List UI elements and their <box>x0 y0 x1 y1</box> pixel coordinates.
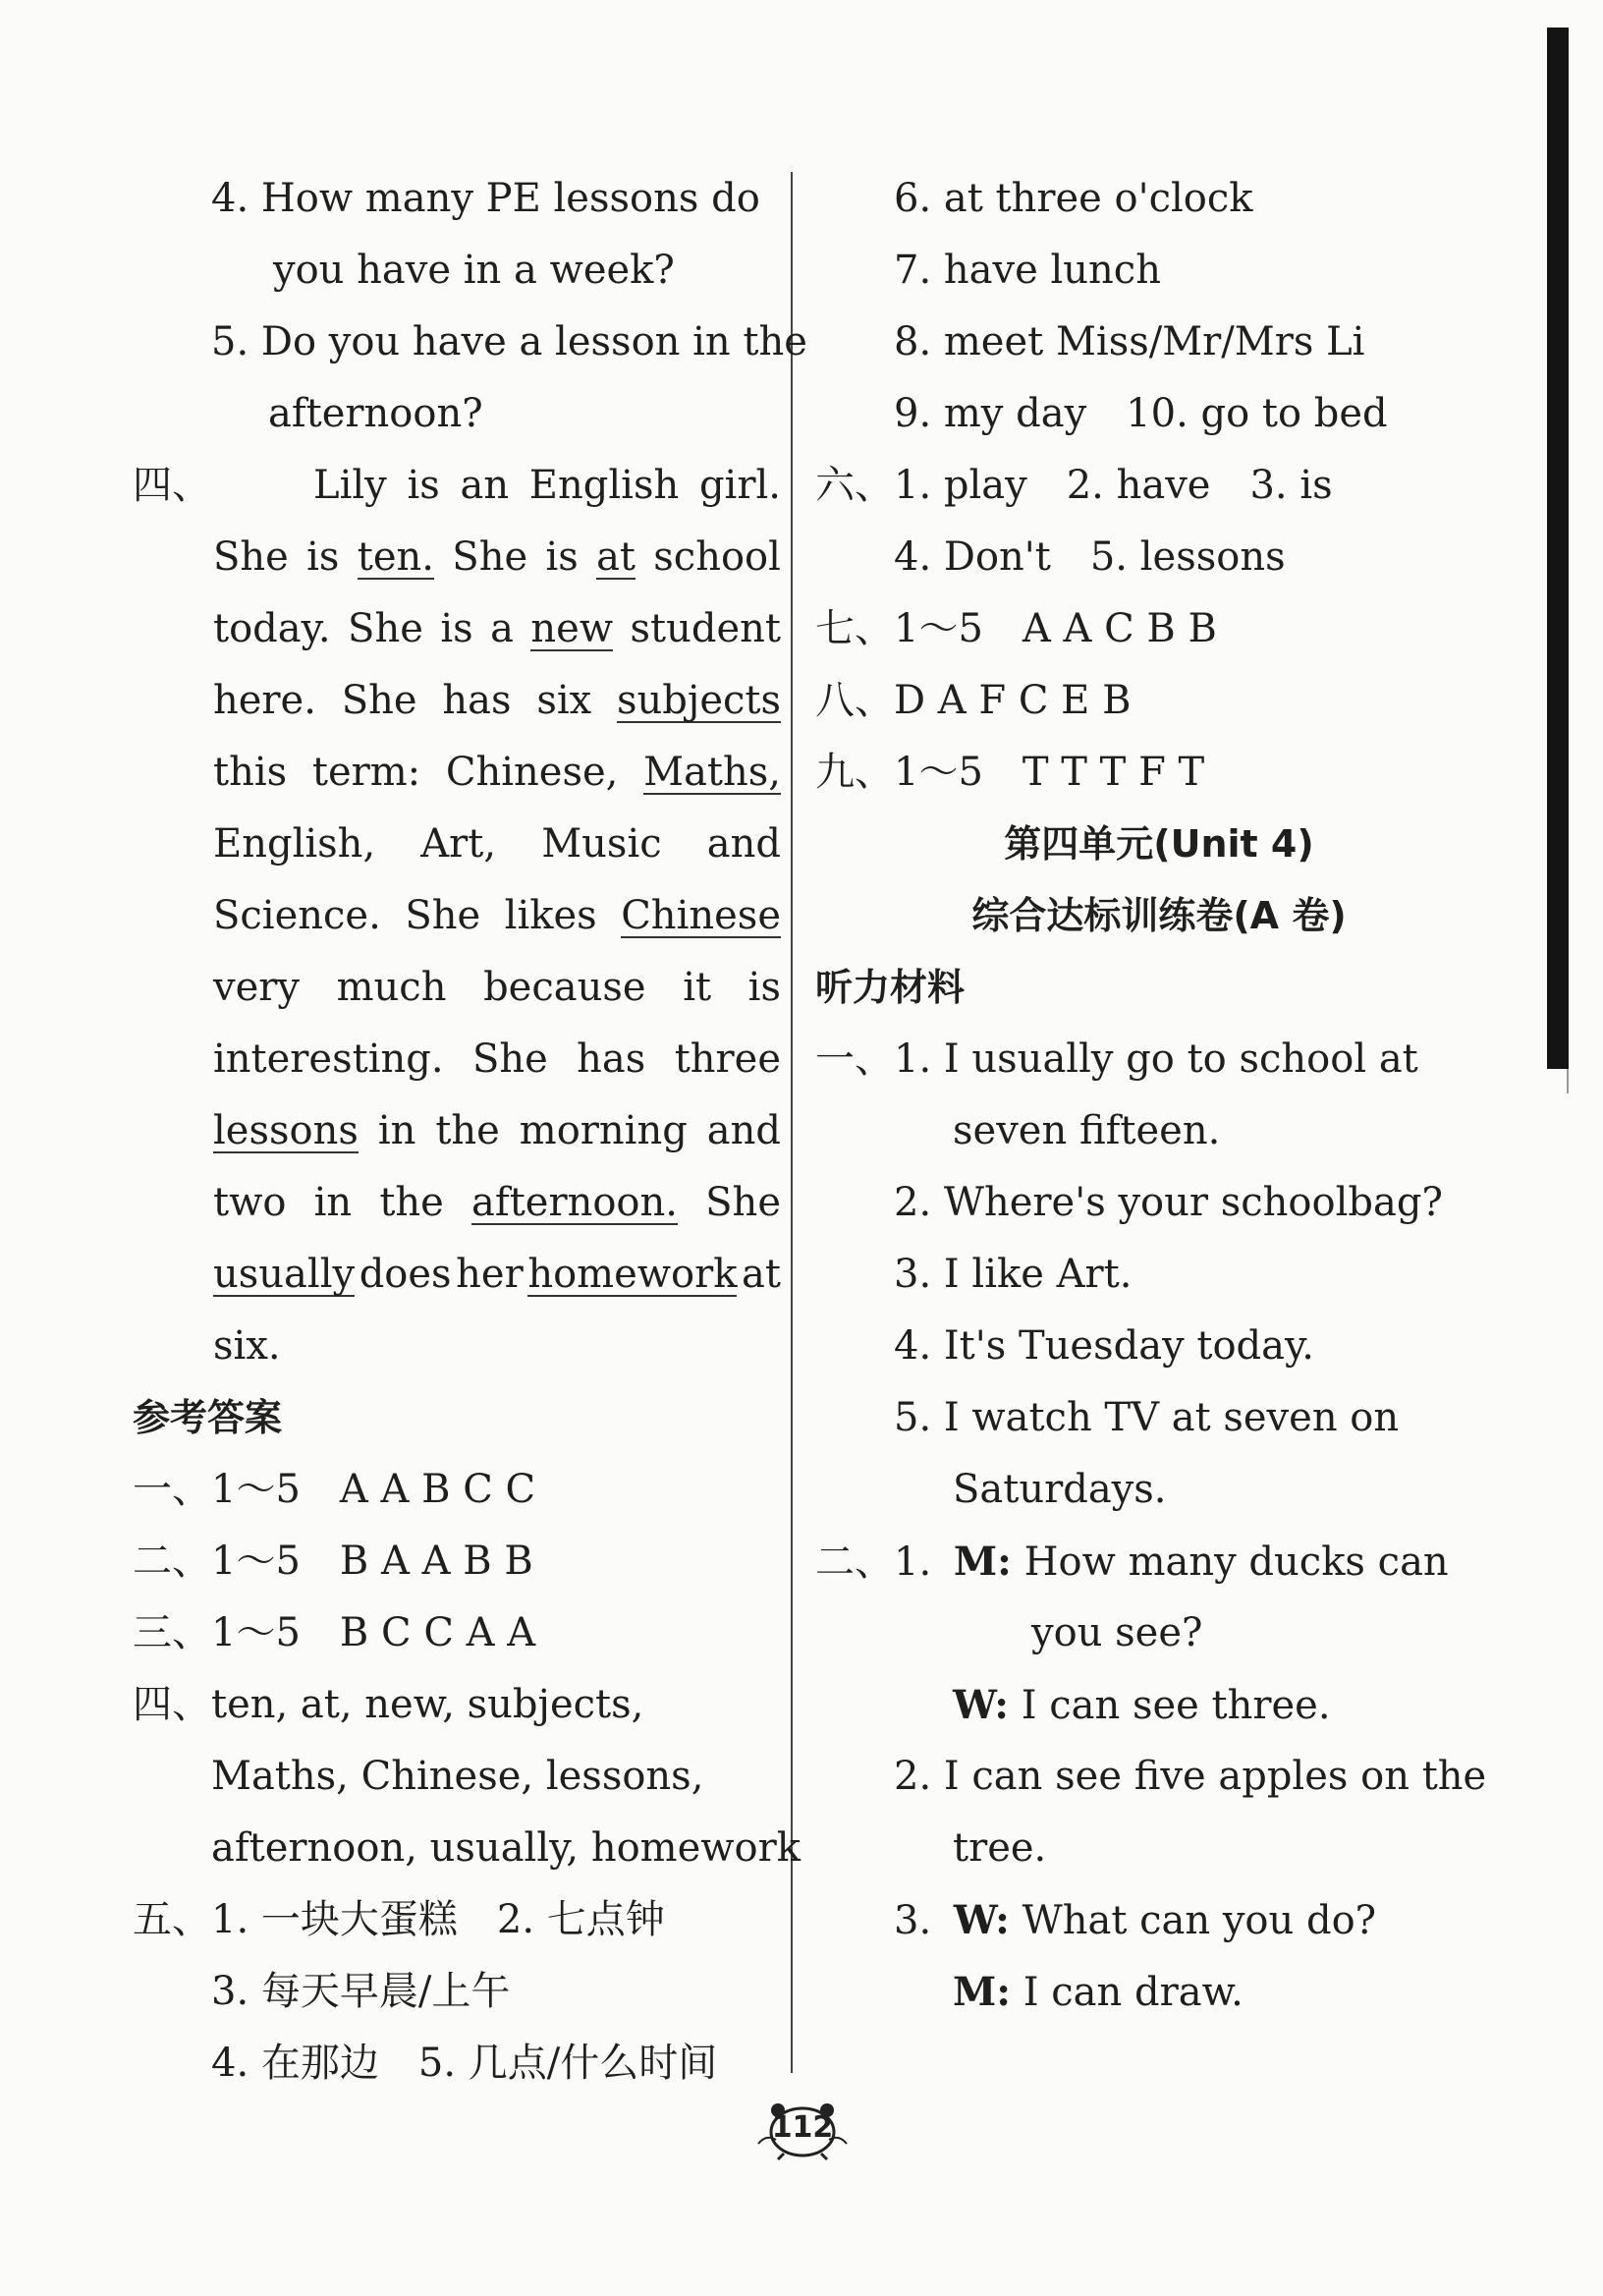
passage-line-13 <box>213 1311 781 1382</box>
listening-1-3 <box>815 1239 1503 1311</box>
listening-2-3 <box>815 1884 1503 1956</box>
answer-2 <box>133 1526 781 1597</box>
listening-2-1-reply <box>815 1669 1503 1741</box>
answer-5-line2: 3. 每天早晨/上午 <box>211 1969 511 2014</box>
listening-2-1 <box>815 1526 1503 1597</box>
passage-word: six. <box>213 1323 281 1369</box>
passage-line-1 <box>133 450 781 522</box>
underlined-answer: at <box>596 534 636 580</box>
passage-word: is <box>747 965 781 1010</box>
passage-line-5 <box>213 737 781 809</box>
passage-word: Lily <box>313 463 387 508</box>
passage-word: is <box>306 534 340 580</box>
passage-word: a <box>490 606 514 651</box>
passage-word: an <box>460 463 510 508</box>
passage-word: in <box>377 1108 416 1153</box>
dialogue-line: I can see three. <box>1021 1683 1331 1728</box>
item-7-text: 7. have lunch <box>894 248 1161 293</box>
passage-word: She <box>405 893 481 938</box>
page-edge-mark <box>1567 1069 1569 1093</box>
passage-word: the <box>379 1180 444 1225</box>
passage-word: term: <box>311 750 421 795</box>
answer-8 <box>815 665 1503 737</box>
passage-word: does <box>359 1252 452 1297</box>
section-4-label: 四、 <box>133 463 211 508</box>
underlined-answer: homework <box>527 1252 738 1297</box>
answer-4-cont2 <box>133 1813 801 1884</box>
dialogue-line: you see? <box>1031 1610 1203 1655</box>
question-4-line1: 4. How many PE lessons do <box>211 176 760 221</box>
question-5-line1: 5. Do you have a lesson in the <box>211 319 807 364</box>
passage-word: is <box>407 463 440 508</box>
passage-word: is <box>440 606 473 651</box>
answer-6-cont <box>815 522 1503 593</box>
question-5 <box>133 307 807 378</box>
passage-word: English, <box>213 821 376 867</box>
passage-word: has <box>442 678 512 723</box>
answer-5-cont <box>133 1956 781 2028</box>
listening-2-3-reply <box>815 1956 1503 2028</box>
listening-1-2-text: 2. Where's your schoolbag? <box>894 1180 1443 1225</box>
passage-word: the <box>435 1108 500 1153</box>
dialogue-line: How many ducks can <box>1023 1540 1449 1585</box>
passage-word: girl. <box>698 463 781 508</box>
listening-title: 听力材料 <box>815 966 966 1009</box>
answer-8-text: 八、D A F C E B <box>815 678 1132 723</box>
answer-4-line3: afternoon, usually, homework <box>211 1825 801 1871</box>
answer-7 <box>815 593 1503 665</box>
passage-word: her <box>456 1252 524 1297</box>
passage-word: Art, <box>420 821 497 867</box>
dialogue-line: What can you do? <box>1022 1898 1377 1943</box>
passage-word: She <box>471 1036 548 1082</box>
question-5-cont <box>133 378 781 450</box>
answer-7-text: 七、1～5 A A C B B <box>815 606 1217 651</box>
listening-2-label: 二、1. <box>815 1540 932 1585</box>
underlined-answer: ten. <box>357 534 434 580</box>
passage-line-3 <box>213 593 781 665</box>
column-divider <box>791 172 793 2073</box>
answer-5-line1: 五、1. 一块大蛋糕 2. 七点钟 <box>133 1897 665 1942</box>
item-9-text: 9. my day 10. go to bed <box>894 391 1388 436</box>
passage-word: here. <box>213 678 316 723</box>
listening-1-5 <box>815 1382 1503 1454</box>
answer-4-line1: 四、ten, at, new, subjects, <box>133 1682 644 1727</box>
answer-9 <box>815 737 1503 809</box>
listening-2-2-cont <box>815 1813 1503 1884</box>
passage-word: She <box>348 606 423 651</box>
answer-3 <box>133 1597 781 1669</box>
left-column <box>133 163 807 2100</box>
passage-word: Chinese, <box>445 750 619 795</box>
passage-word: today. <box>213 606 331 651</box>
underlined-answer: Maths, <box>643 750 781 795</box>
passage-word: She <box>452 534 528 580</box>
underlined-answer: subjects <box>617 678 781 723</box>
answer-5-item-7 <box>815 235 1503 307</box>
listening-1-1-line2: seven fifteen. <box>953 1108 1221 1153</box>
passage-word: English <box>528 463 680 508</box>
passage-line-2 <box>213 522 781 593</box>
answer-4-line2: Maths, Chinese, lessons, <box>211 1754 704 1799</box>
passage-word: much <box>336 965 447 1010</box>
passage-line-8 <box>213 952 781 1024</box>
passage-line-9 <box>213 1024 781 1095</box>
answer-5-item-9 <box>815 378 1503 450</box>
dialogue-line: I can draw. <box>1023 1970 1244 2015</box>
question-4-cont <box>133 235 781 307</box>
passage-line-6 <box>213 809 781 880</box>
question-4 <box>133 163 781 235</box>
answer-4 <box>133 1669 781 1741</box>
answer-3-text: 三、1～5 B C C A A <box>133 1610 536 1655</box>
answer-5-item-8 <box>815 307 1503 378</box>
passage-word: She <box>341 678 417 723</box>
answer-6-line2: 4. Don't 5. lessons <box>894 534 1286 580</box>
passage-line-4 <box>213 665 781 737</box>
passage-word: student <box>630 606 781 651</box>
speaker-w: W: <box>953 1897 1010 1943</box>
listening-1-1 <box>815 1024 1503 1095</box>
passage-word: this <box>213 750 288 795</box>
answer-5-line3: 4. 在那边 5. 几点/什么时间 <box>211 2041 718 2086</box>
item-8-text: 8. meet Miss/Mr/Mrs Li <box>894 319 1365 364</box>
passage-line-10 <box>213 1095 781 1167</box>
listening-1-2 <box>815 1167 1503 1239</box>
passage-word: likes <box>504 893 597 938</box>
answer-1-text: 一、1～5 A A B C C <box>133 1467 536 1512</box>
answer-5 <box>133 1884 781 1956</box>
passage-word: at <box>742 1252 781 1297</box>
answer-9-text: 九、1～5 T T T F T <box>815 750 1205 795</box>
listening-2-1-cont <box>815 1597 1503 1669</box>
passage-word: has <box>577 1036 646 1082</box>
page-number-text: 112 <box>771 2110 834 2145</box>
passage-word: Science. <box>213 893 381 938</box>
underlined-answer: Chinese <box>621 893 781 938</box>
underlined-answer: new <box>530 606 614 651</box>
page-number <box>748 2102 857 2161</box>
passage-word: three <box>674 1036 781 1082</box>
passage-word: interesting. <box>213 1036 444 1082</box>
underlined-answer: lessons <box>213 1108 359 1153</box>
listening-1-4 <box>815 1311 1503 1382</box>
listening-2-2 <box>815 1741 1503 1813</box>
item-6-text: 6. at three o'clock <box>894 176 1253 221</box>
listening-1-1-line1: 一、1. I usually go to school at <box>815 1036 1418 1082</box>
passage-word: Music <box>541 821 662 867</box>
speaker-w: W: <box>953 1682 1009 1728</box>
answer-6-line1: 六、1. play 2. have 3. is <box>815 463 1333 508</box>
passage-word: and <box>706 821 781 867</box>
underlined-answer: afternoon. <box>471 1180 678 1225</box>
listening-1-3-text: 3. I like Art. <box>894 1252 1133 1297</box>
listening-1-5-line2: Saturdays. <box>953 1467 1167 1512</box>
listening-2-3-number: 3. <box>894 1898 932 1943</box>
passage-word: morning <box>519 1108 688 1153</box>
speaker-m: M: <box>953 1539 1012 1585</box>
listening-1-1-cont <box>815 1095 1503 1167</box>
question-5-line2: afternoon? <box>268 391 483 436</box>
answer-6 <box>815 450 1503 522</box>
passage-word: She <box>213 534 289 580</box>
listening-1-4-text: 4. It's Tuesday today. <box>894 1323 1315 1369</box>
passage-word: because <box>483 965 646 1010</box>
passage-line-11 <box>213 1167 781 1239</box>
listening-heading <box>815 952 1503 1024</box>
question-4-line2: you have in a week? <box>273 248 675 293</box>
passage-line-7 <box>213 880 781 952</box>
passage-word: two <box>213 1180 287 1225</box>
answer-2-text: 二、1～5 B A A B B <box>133 1539 533 1584</box>
passage-word: She <box>705 1180 781 1225</box>
listening-1-5-cont <box>815 1454 1503 1526</box>
answer-1 <box>133 1454 781 1526</box>
passage-word: and <box>706 1108 781 1153</box>
answer-5-item-6 <box>815 163 1503 235</box>
answer-4-cont <box>133 1741 781 1813</box>
right-column <box>815 163 1503 2028</box>
unit-heading <box>815 809 1503 880</box>
answers-title: 参考答案 <box>133 1396 283 1439</box>
test-heading <box>815 880 1503 952</box>
passage-word: very <box>213 965 300 1010</box>
listening-2-2-line2: tree. <box>953 1825 1047 1871</box>
passage-word: in <box>313 1180 353 1225</box>
passage-word: six <box>536 678 592 723</box>
speaker-m: M: <box>953 1969 1012 2015</box>
test-title: 综合达标训练卷(A 卷) <box>971 894 1347 937</box>
passage-line-12 <box>213 1239 781 1311</box>
passage-word: school <box>653 534 781 580</box>
page-edge-bar <box>1547 28 1569 1069</box>
passage-word: is <box>545 534 579 580</box>
listening-2-2-line1: 2. I can see five apples on the <box>894 1754 1487 1799</box>
listening-1-5-line1: 5. I watch TV at seven on <box>894 1395 1400 1440</box>
passage-word: it <box>683 965 712 1010</box>
unit-title: 第四单元(Unit 4) <box>1004 822 1314 866</box>
answer-5-cont2 <box>133 2028 781 2100</box>
answers-heading <box>133 1382 781 1454</box>
underlined-answer: usually <box>213 1252 356 1297</box>
